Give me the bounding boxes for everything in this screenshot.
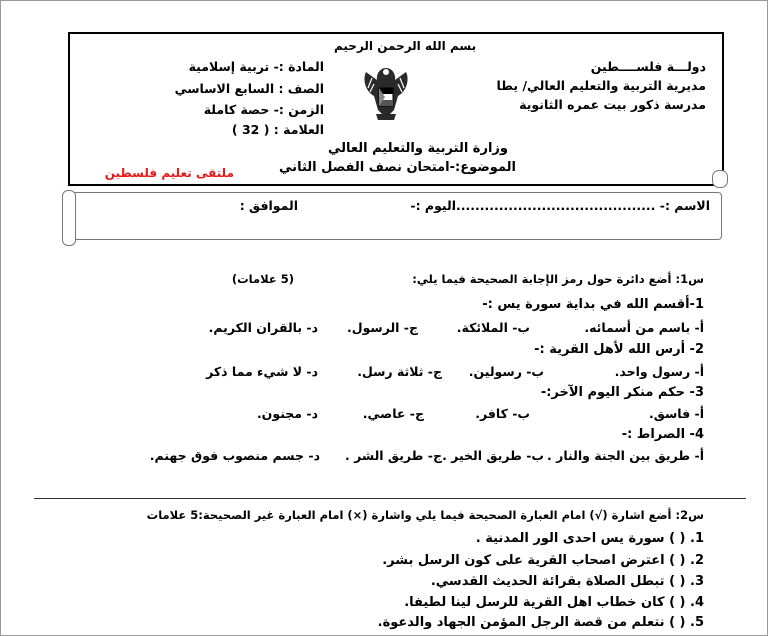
- q1-item-1-stem: 1-أقسم الله في بداية سورة يس :-: [482, 297, 704, 312]
- q1-item-2-option-b[interactable]: ب- رسولين.: [468, 364, 544, 379]
- section-divider: [34, 498, 746, 499]
- q1-item-4-stem: 4- الصراط :-: [621, 427, 704, 442]
- q2-item-3[interactable]: 3. ( ) تبطل الصلاة بقرائة الحديث القدسي.: [430, 574, 704, 589]
- q2-item-1[interactable]: 1. ( ) سورة يس احدى الور المدنية .: [475, 531, 704, 546]
- q1-item-3-option-c[interactable]: ج- عاصي.: [362, 406, 424, 421]
- mark-label: العلامة : ( 32 ): [231, 122, 324, 137]
- student-name-field[interactable]: الاسم :- ...........................................: [451, 198, 710, 213]
- grade-label: الصف : السابع الاساسي: [174, 81, 324, 96]
- q1-item-3-option-b[interactable]: ب- كافر.: [475, 406, 530, 421]
- q1-item-4-option-d[interactable]: د- جسم منصوب فوق جهنم.: [149, 448, 320, 463]
- q1-item-4-option-b[interactable]: ب- طريق الخير .: [442, 448, 544, 463]
- q1-item-4-option-a[interactable]: أ- طريق بين الجنة والنار .: [547, 448, 704, 463]
- q2-item-5[interactable]: 5. ( ) نتعلم من قصة الرجل المؤمن الجهاد والدعوة.: [377, 615, 704, 630]
- palestine-eagle-emblem: [358, 58, 414, 128]
- date-field[interactable]: الموافق :: [239, 198, 298, 213]
- scroll-curl-right: [712, 170, 728, 188]
- q1-item-4-option-c[interactable]: ج- طريق الشر .: [345, 448, 442, 463]
- q1-item-3-option-a[interactable]: أ- فاسق.: [648, 406, 704, 421]
- subject-label: المادة :- تربية إسلامية: [188, 59, 324, 74]
- directorate-name: مديرية التربية والتعليم العالي/ يطا: [496, 78, 706, 93]
- scroll-curl-left: [62, 190, 76, 246]
- q1-item-1-option-a[interactable]: أ- باسم من أسمائه.: [584, 320, 704, 335]
- q1-title: س1: أضع دائرة حول رمز الإجابة الصحيحة فيما يلي:: [412, 272, 704, 286]
- q1-item-3-stem: 3- حكم منكر اليوم الآخر:-: [540, 385, 704, 400]
- q1-item-2-option-c[interactable]: ج- ثلاثة رسل.: [357, 364, 442, 379]
- q1-item-3-option-d[interactable]: د- مجنون.: [256, 406, 318, 421]
- school-name: مدرسة ذكور بيت عمره الثانوية: [519, 97, 706, 112]
- q1-item-1-option-c[interactable]: ج- الرسول.: [346, 320, 418, 335]
- exam-topic: الموضوع:-امتحان نصف الفصل الثاني: [279, 160, 516, 175]
- q2-title: س2: أضع اشارة (√) امام العبارة الصحيحة فيما يلي واشارة (×) امام العبارة غير الصحيحة:5 علامات: [146, 508, 704, 522]
- ministry-name: وزارة التربية والتعليم العالي: [327, 141, 508, 156]
- q1-item-1-option-b[interactable]: ب- الملائكة.: [456, 320, 530, 335]
- q1-item-2-option-a[interactable]: أ- رسول واحد.: [614, 364, 704, 379]
- q1-marks: (5 علامات): [231, 272, 294, 286]
- q2-item-2[interactable]: 2. ( ) اعترض اصحاب القرية على كون الرسل بشر.: [382, 553, 704, 568]
- state-name: دولـــة فلســــطين: [590, 59, 706, 74]
- q1-item-2-option-d[interactable]: د- لا شيء مما ذكر: [206, 364, 318, 379]
- day-field[interactable]: اليوم :-: [410, 198, 456, 213]
- q1-item-2-stem: 2- أرس الله لأهل القرية :-: [534, 342, 704, 357]
- time-label: الزمن :- حصة كاملة: [203, 102, 324, 117]
- q1-item-1-option-d[interactable]: د- بالقران الكريم.: [208, 320, 318, 335]
- q2-item-4[interactable]: 4. ( ) كان خطاب اهل القرية للرسل لينا لطيفا.: [404, 595, 704, 610]
- basmala: بسم الله الرحمن الرحيم: [334, 39, 477, 53]
- forum-watermark: ملتقى تعليم فلسطين: [104, 166, 234, 180]
